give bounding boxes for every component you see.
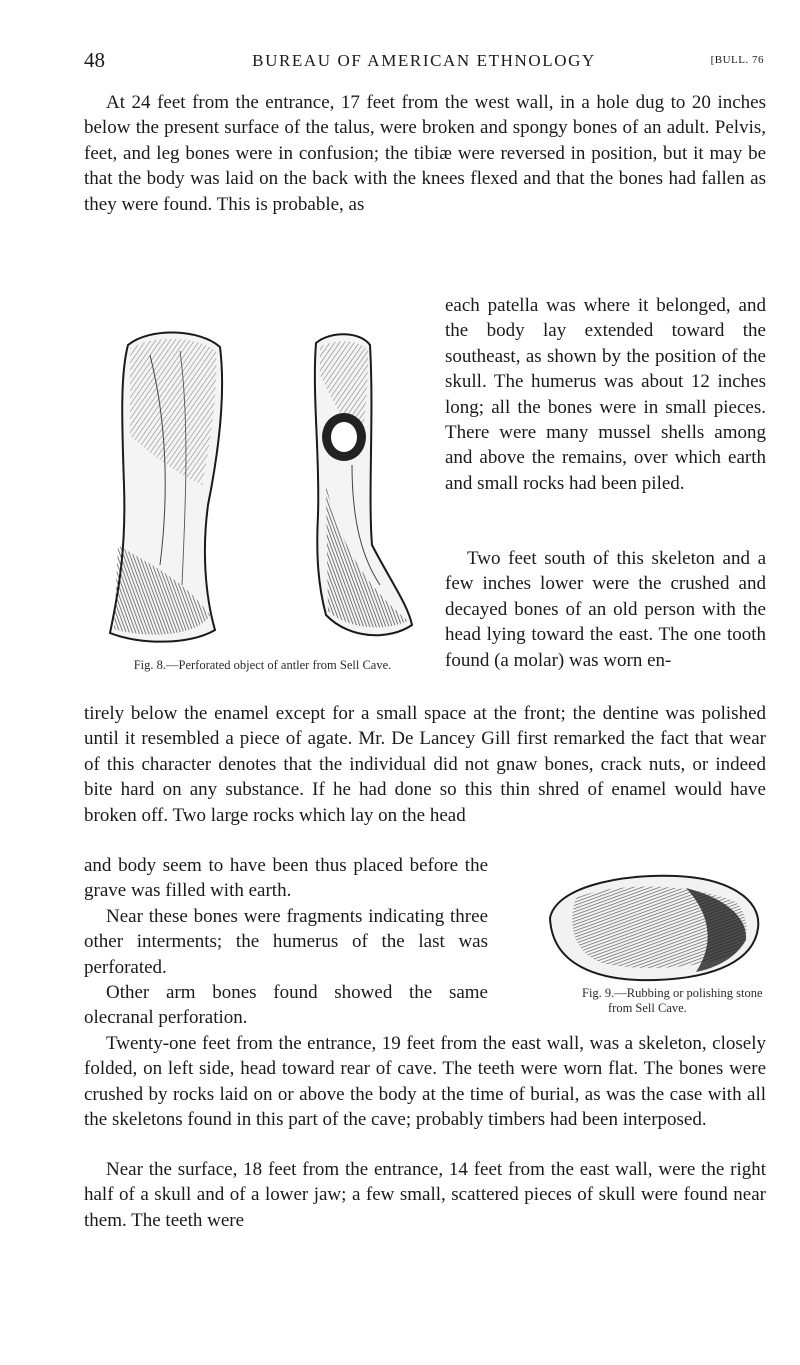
figure-8-caption: Fig. 8.—Perforated object of antler from Sell Cave. [133,658,392,672]
polishing-stone-illustration [536,868,768,986]
antler-left-view [110,332,222,641]
paragraph-6-full: Near the surface, 18 feet from the entrance, 14 feet from the east wall, were the right half of a skull and of a lower jaw; a few small, scattered pieces of skull were found near them. The teeth were [84,1159,766,1231]
figure-9 [536,868,768,986]
antler-right-view [315,334,412,635]
antler-object-illustration [90,315,435,655]
paragraph-1-full: At 24 feet from the entrance, 17 feet from the west wall, in a hole dug to 20 inches below the present surface of the talus, were broken and spongy bones of an adult. Pelvis, feet, and leg bones were in confusion; the tibiæ were reversed in position, but it may be that the body was laid on the back with the knees flexed and that the bones had fallen as they were found. This is probable, as [84,92,766,215]
figure-9-caption: Fig. 9.—Rubbing or polishing stone from Sell Cave. [582,986,763,1015]
running-head [84,48,764,74]
paragraph-2-left: and body seem to have been thus placed before the grave was filled with earth. [84,855,488,902]
paragraph-2-full: tirely below the enamel except for a small space at the front; the dentine was polished until it resembled a piece of agate. Mr. De Lancey Gill first remarked the fact that wear of this character denotes that the individual did not gnaw bones, crack nuts, or indeed bite hard on any substance. If he had done so this thin shred of enamel would have broken off. Two large rocks which lay on the head [84,703,766,826]
figure-8 [90,315,435,655]
paragraph-2-right: Two feet south of this skeleton and a few inches lower were the crushed and decayed bones of an old person with the head lying toward the east. The one tooth found (a molar) was worn en- [445,548,766,671]
paragraph-4-left: Other arm bones found showed the same olecranal perforation. [84,982,488,1029]
paragraph-5-full: Twenty-one feet from the entrance, 19 feet from the east wall, was a skeleton, closely folded, on left side, head toward rear of cave. The teeth were worn flat. The bones were crushed by rocks laid on or above the body at the time of burial, as was the case with all the skeletons found in this part of the cave; probably timbers had been interposed. [84,1033,766,1131]
paragraph-1-right: each patella was where it belonged, and the body lay extended toward the southeast, as shown by the position of the skull. The humerus was about 12 inches long; all the bones were in small pieces. There were many mussel shells among and above the remains, over which earth and small rocks had been piled. [445,295,766,494]
paragraph-3-left: Near these bones were fragments indicating three other interments; the humerus of the last was perforated. [84,906,488,978]
bulletin-label: [BULL. 76 [710,54,764,66]
page-number: 48 [84,48,105,72]
running-title: BUREAU OF AMERICAN ETHNOLOGY [252,51,596,70]
